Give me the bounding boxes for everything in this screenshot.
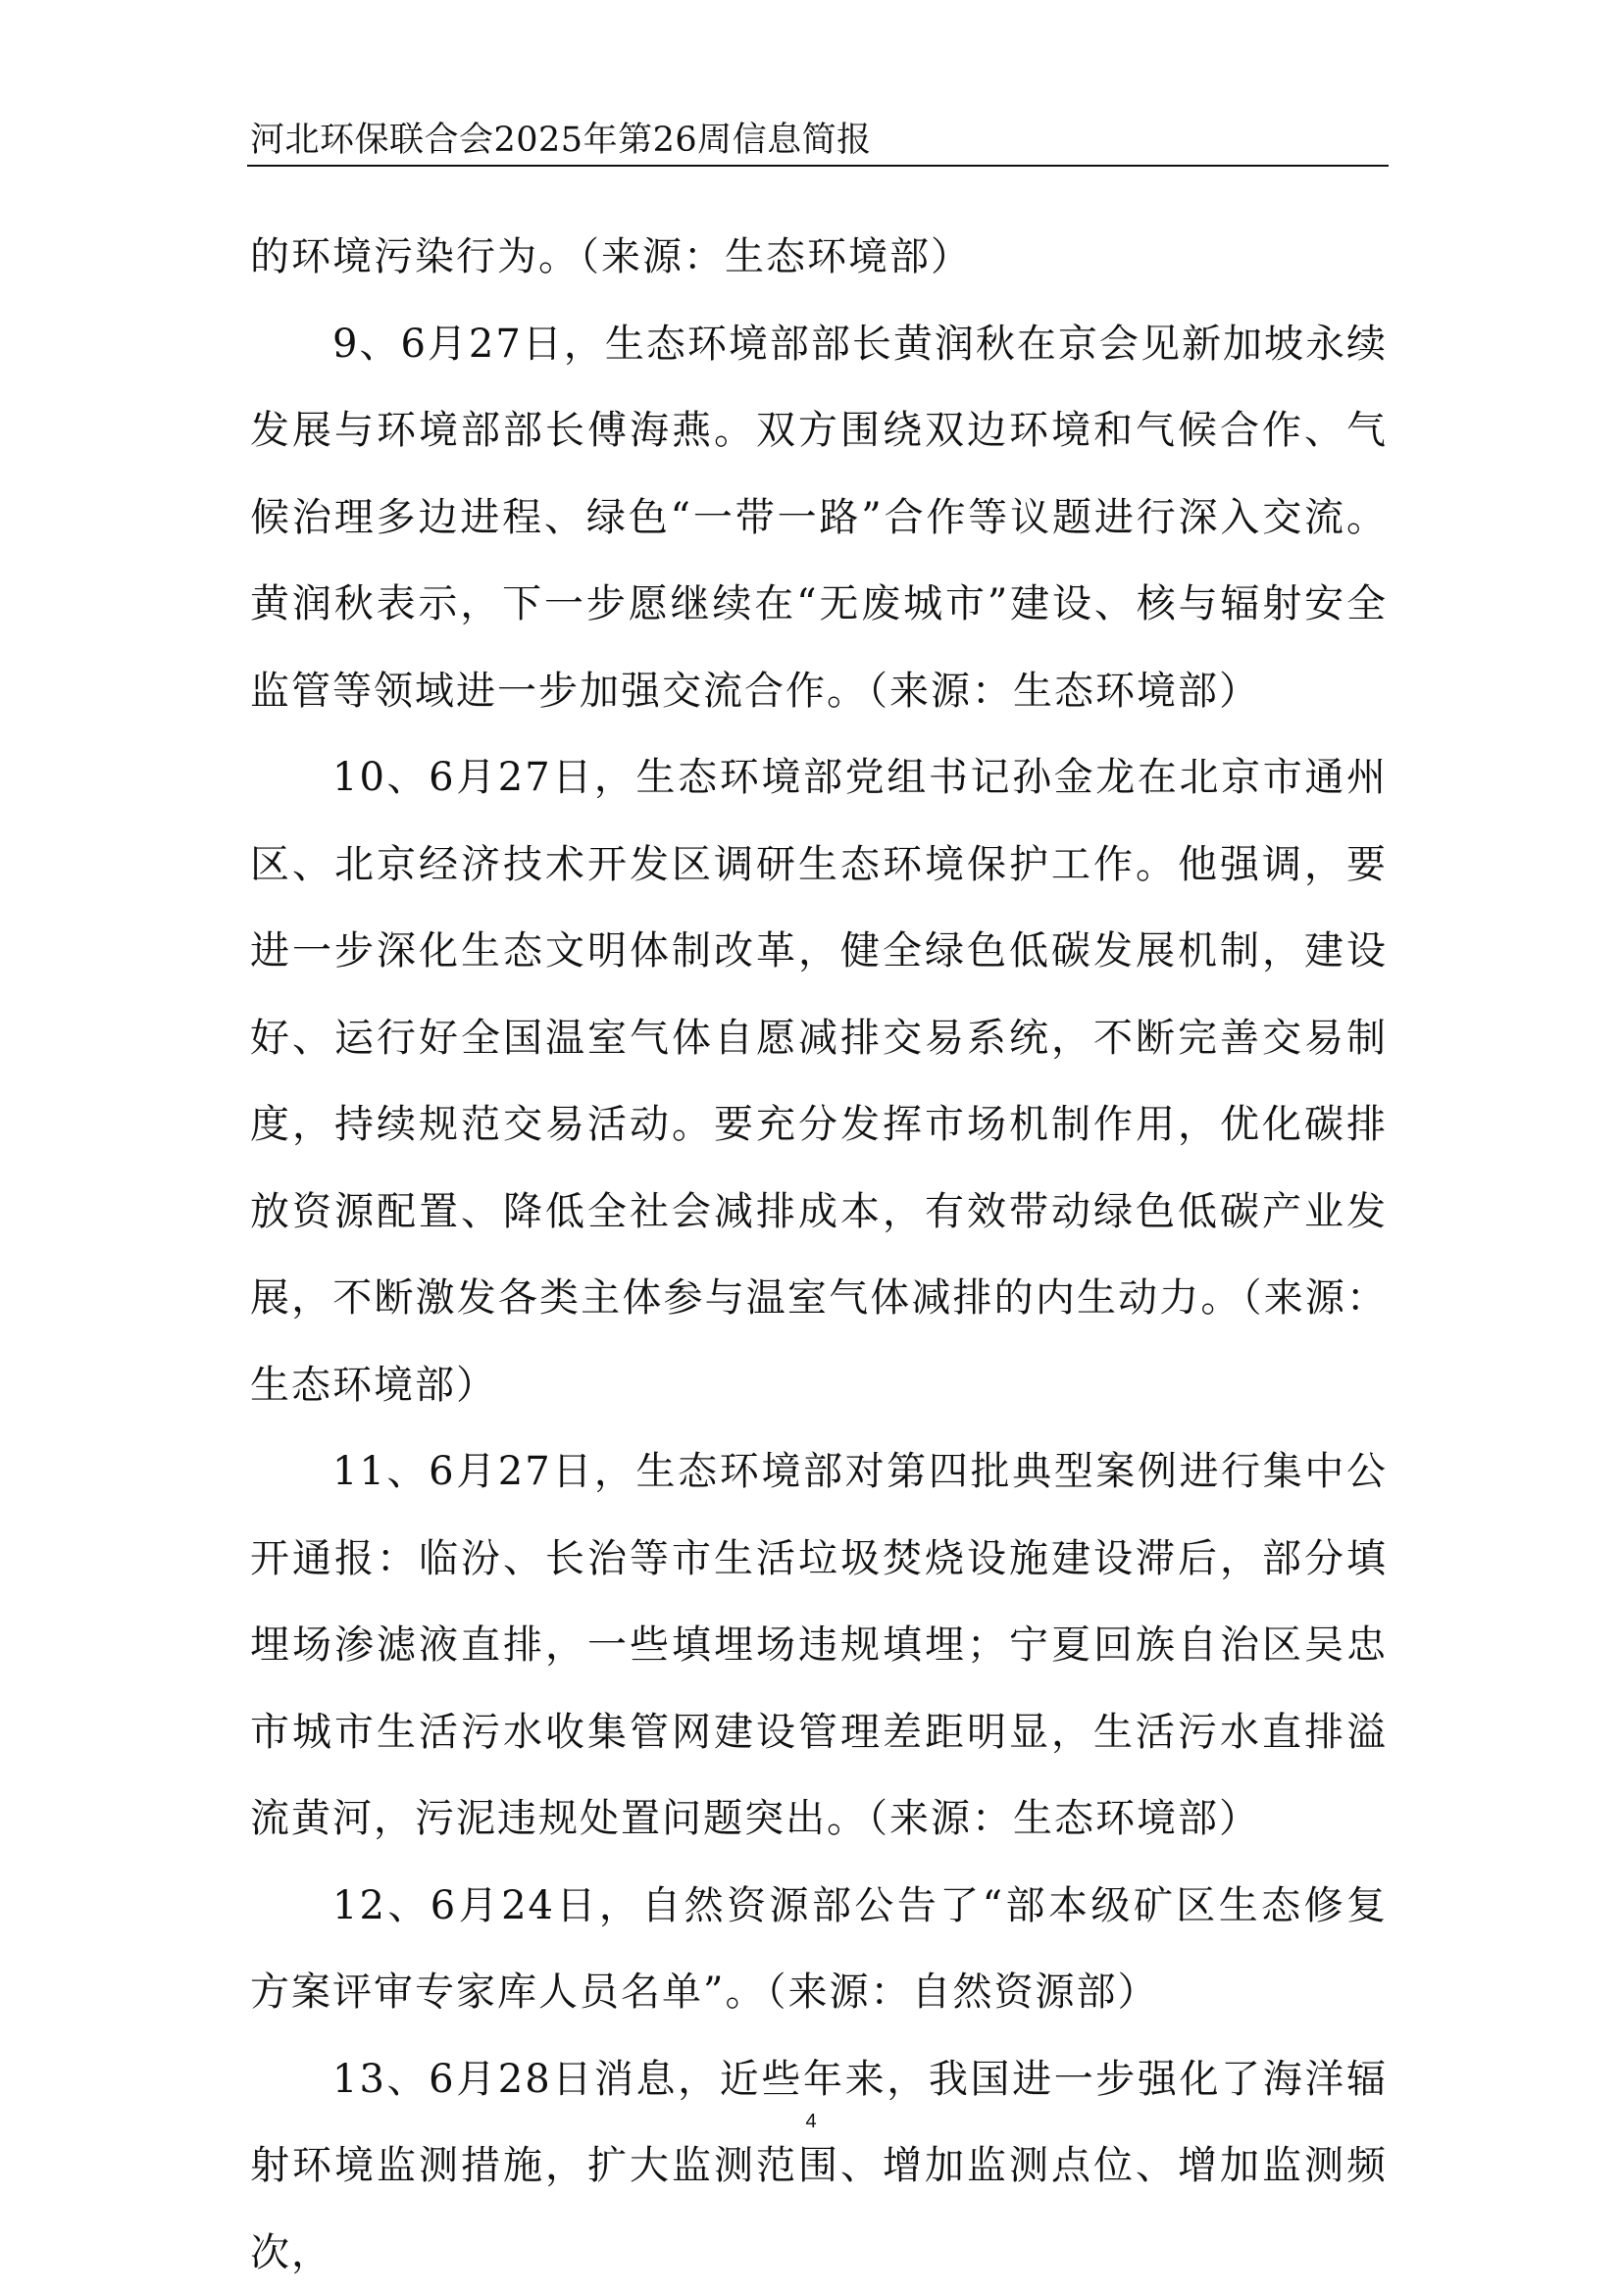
paragraph-item-13: 13、6月28日消息，近些年来，我国进一步强化了海洋辐射环境监测措施，扩大监测范围、增加监测点位、增加监测频次， [250, 2036, 1388, 2296]
header-divider [247, 165, 1389, 167]
document-body [250, 214, 1388, 2296]
running-header: 河北环保联合会2025年第26周信息简报 [250, 116, 1388, 167]
page-number: 4 [0, 2110, 1622, 2133]
paragraph-item-11: 11、6月27日，生态环境部对第四批典型案例进行集中公开通报：临汾、长治等市生活垃圾焚烧设施建设滞后，部分填埋场渗滤液直排，一些填埋场违规填埋；宁夏回族自治区吴忠市城市生活污水收集管网建设管理差距明显，生活污水直排溢流黄河，污泥违规处置问题突出。（来源：生态环境部） [250, 1428, 1388, 1863]
paragraph-item-9: 9、6月27日，生态环境部部长黄润秋在京会见新加坡永续发展与环境部部长傅海燕。双方围绕双边环境和气候合作、气候治理多边进程、绿色“一带一路”合作等议题进行深入交流。黄润秋表示，下一步愿继续在“无废城市”建设、核与辐射安全监管等领域进一步加强交流合作。（来源：生态环境部） [250, 301, 1388, 735]
paragraph-item-12: 12、6月24日，自然资源部公告了“部本级矿区生态修复方案评审专家库人员名单”。（来源：自然资源部） [250, 1863, 1388, 2036]
paragraph-continuation: 的环境污染行为。（来源：生态环境部） [250, 214, 1388, 301]
paragraph-item-10: 10、6月27日，生态环境部党组书记孙金龙在北京市通州区、北京经济技术开发区调研生态环境保护工作。他强调，要进一步深化生态文明体制改革，健全绿色低碳发展机制，建设好、运行好全国温室气体自愿减排交易系统，不断完善交易制度，持续规范交易活动。要充分发挥市场机制作用，优化碳排放资源配置、降低全社会减排成本，有效带动绿色低碳产业发展，不断激发各类主体参与温室气体减排的内生动力。（来源：生态环境部） [250, 734, 1388, 1428]
